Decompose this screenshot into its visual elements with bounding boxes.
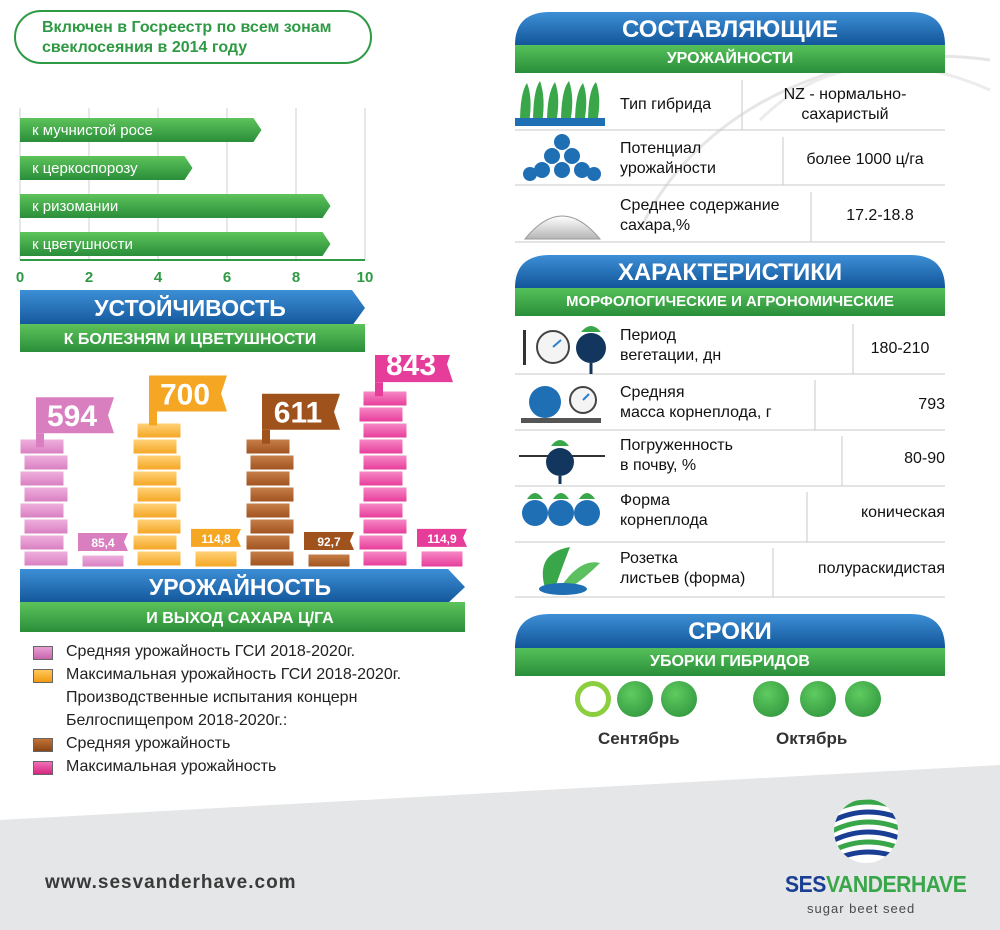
yield-value-label: 843 [385,355,437,383]
sugar-bar [82,555,124,567]
resistance-tick-label: 6 [222,269,232,286]
char-row4-label [620,491,708,531]
yield-chart [0,355,480,635]
yield-bar-brick [133,535,177,550]
char-row2-label [620,383,772,423]
yield-value-label: 594 [46,400,98,434]
logo-wordmark-vanderhave: VANDERHAVE [825,871,967,897]
resistance-bar-label: к мучнистой росе [32,122,153,139]
comp-row1-value-line2: сахаристый [801,106,889,123]
harvest-dot-sep-mid [617,681,653,717]
harvest-dot-sep-early [575,681,611,717]
char-row3-label [620,436,733,476]
comp-row1-value [745,85,945,125]
yield-bar-brick [137,455,181,470]
logo-wordmark-ses: SES [785,871,826,897]
legend-item-3: Средняя урожайность [66,735,231,752]
components-title: СОСТАВЛЯЮЩИЕ [622,16,838,43]
char-row4-value: коническая [861,504,945,521]
scale-beet-icon [515,378,610,428]
sugar-value-label: 114,8 [201,531,231,546]
resistance-tick-label: 4 [153,269,163,286]
char-row3-value: 80-90 [904,450,945,467]
yield-bar-brick [246,535,290,550]
yield-bar-brick [137,519,181,534]
char-row5-label-line1: Розетка [620,550,678,567]
yield-bar-brick [363,551,407,566]
char-row5-label [620,549,745,589]
logo-tagline: sugar beet seed [807,901,916,916]
comp-row3-value: 17.2-18.8 [846,207,914,224]
yield-bar-brick [24,551,68,566]
char-row1-label-line1: Период [620,327,677,344]
resistance-title: УСТОЙЧИВОСТЬ [94,295,286,321]
char-row1-value: 180-210 [870,340,930,357]
resistance-chart [0,100,400,360]
yield-flag-pole [149,412,157,426]
sugar-bar [421,551,463,567]
yield-bar-brick [250,455,294,470]
char-row5-label-line2: листьев (форма) [620,570,746,587]
yield-bar-brick [359,439,403,454]
yield-bar-brick [250,551,294,566]
yield-bar-brick [359,471,403,486]
characteristics-title: ХАРАКТЕРИСТИКИ [617,259,843,286]
yield-value-label: 611 [273,396,323,430]
legend-item-1: Средняя урожайность ГСИ 2018-2020г. [66,643,356,660]
sugar-bar [195,551,237,567]
yield-bar-brick [363,455,407,470]
harvest-dot-oct-mid [800,681,836,717]
globe-logo-icon [830,795,902,867]
yield-bar-brick [24,487,68,502]
brand-logo [785,795,967,920]
resistance-tick-label: 10 [356,269,374,286]
comp-row1-value-line1: NZ - нормально- [783,86,907,103]
yield-bar-brick [133,439,177,454]
char-row3-label-line1: Погруженность [620,437,733,454]
harvest-dot-sep-late [661,681,697,717]
char-row4-label-line1: Форма [620,492,670,509]
yield-flag-pole [36,433,44,447]
registry-text [42,18,362,58]
components-subtitle: УРОЖАЙНОСТИ [666,50,794,67]
yield-bar-brick [20,535,64,550]
legend-item-4: Максимальная урожайность [66,758,277,775]
registry-line1: Включен в Госреестр по всем зонам [42,19,332,36]
char-row1-label [620,326,721,366]
sugar-pile-icon [520,195,605,245]
beet-shape-icon [515,487,610,539]
yield-bar-brick [250,519,294,534]
month-september: Сентябрь [598,729,680,748]
yield-bar-brick [363,519,407,534]
logo-wordmark [785,871,966,898]
characteristics-subtitle: МОРФОЛОГИЧЕСКИЕ И АГРОНОМИЧЕСКИЕ [566,293,894,310]
yield-bar-brick [359,535,403,550]
char-row2-label-line1: Средняя [620,384,685,401]
yield-bar-brick [246,471,290,486]
yield-bar-brick [246,503,290,518]
comp-row3-label-line1: Среднее содержание [620,197,780,214]
sugar-bar [308,554,350,567]
yield-bar-brick [137,487,181,502]
harvest-dot-oct-early [753,681,789,717]
yield-title: УРОЖАЙНОСТЬ [149,574,331,600]
legend-note-1: Производственные испытания концерн [66,689,358,706]
resistance-tick-label: 8 [291,269,301,286]
sugar-value-label: 114,9 [427,531,457,546]
resistance-tick-label: 2 [84,269,94,286]
yield-flag-pole [262,430,270,444]
char-row5-value: полураскидистая [817,560,945,577]
yield-flag-pole [375,382,383,396]
legend-swatch-2 [33,669,53,683]
yield-bar-brick [363,391,407,406]
resistance-bar-label: к ризомании [32,198,119,215]
yield-bar-brick [137,423,181,438]
yield-bar-brick [359,407,403,422]
sugar-value-label: 92,7 [317,535,341,550]
comp-row2-label [620,139,716,179]
comp-row2-label-line1: Потенциал [620,140,702,157]
yield-bar-brick [363,487,407,502]
yield-bar-brick [20,503,64,518]
yield-bar-brick [24,519,68,534]
comp-row1-label: Тип гибрида [620,96,712,113]
char-row3-label-line2: в почву, % [620,457,697,474]
yield-bar-brick [133,471,177,486]
char-row1-label-line2: вегетации, дн [620,347,722,364]
resistance-tick-label: 0 [15,269,25,286]
resistance-bar-label: к церкоспорозу [32,160,138,177]
char-row4-label-line2: корнеплода [620,512,708,529]
beet-pile-icon [520,132,605,182]
beet-leaves-icon [515,78,605,128]
yield-bar-brick [359,503,403,518]
legend-swatch-3 [33,738,53,752]
yield-bar-brick [250,487,294,502]
soil-beet-icon [515,432,610,484]
comp-row3-label-line2: сахара,% [620,217,691,234]
legend-swatch-1 [33,646,53,660]
comp-row3-label [620,196,780,236]
sugar-value-label: 85,4 [91,536,115,551]
legend-note-2: Белгоспищепром 2018-2020г.: [66,712,288,729]
yield-subtitle: И ВЫХОД САХАРА Ц/ГА [146,610,334,627]
yield-bar-brick [137,551,181,566]
footer-url[interactable]: www.sesvanderhave.com [45,872,297,893]
char-row2-label-line2: масса корнеплода, г [620,404,772,421]
terms-title: СРОКИ [688,618,772,645]
resistance-bar-label: к цветушности [32,236,133,253]
month-october: Октябрь [776,729,848,748]
yield-bar-brick [133,503,177,518]
harvest-dot-oct-late [845,681,881,717]
leaf-rosette-icon [515,543,610,595]
yield-bar-brick [20,471,64,486]
terms-subtitle: УБОРКИ ГИБРИДОВ [650,653,810,670]
clock-beet-icon [515,320,610,375]
yield-bar-brick [24,455,68,470]
legend-swatch-4 [33,761,53,775]
legend-item-2: Максимальная урожайность ГСИ 2018-2020г. [66,666,402,683]
char-row2-value: 793 [918,396,945,413]
yield-bar-brick [363,423,407,438]
comp-row2-value: более 1000 ц/га [806,151,924,168]
registry-line2: свеклосеяния в 2014 году [42,39,248,56]
yield-value-label: 700 [159,378,211,412]
resistance-subtitle: К БОЛЕЗНЯМ И ЦВЕТУШНОСТИ [63,331,317,348]
comp-row2-label-line2: урожайности [620,160,716,177]
